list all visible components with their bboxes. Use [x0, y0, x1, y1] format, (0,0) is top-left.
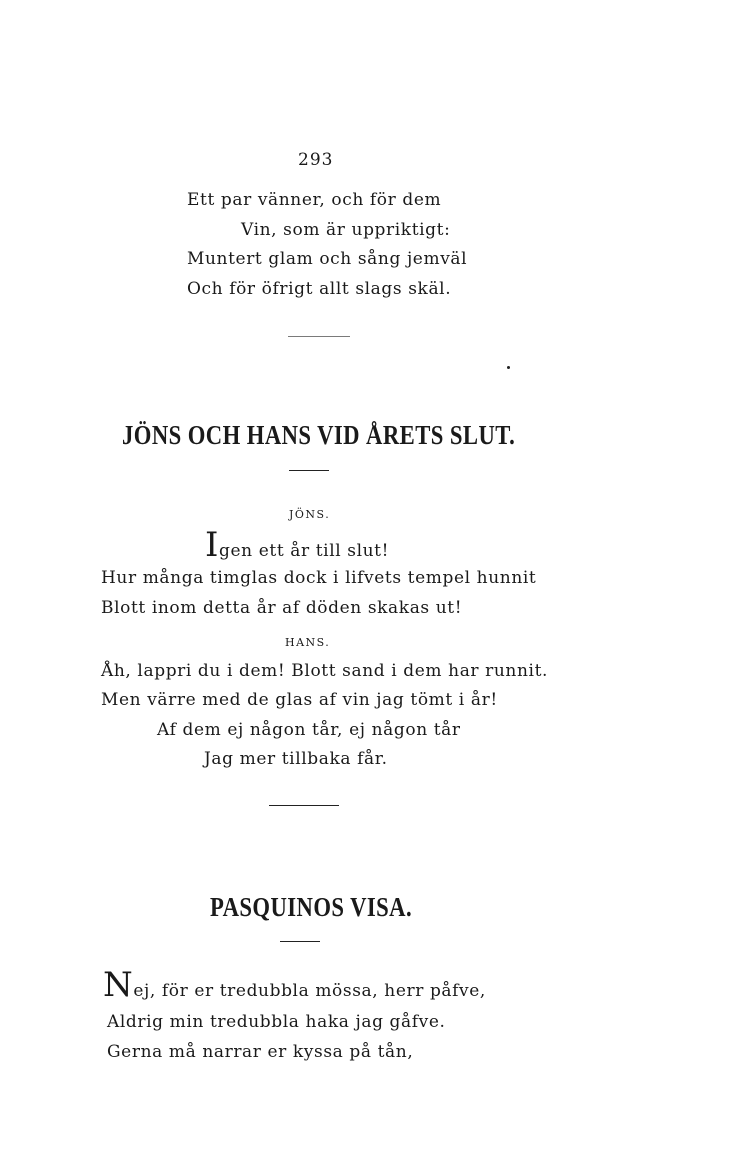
section-divider	[269, 805, 339, 806]
verse-line: Hur många timglas dock i lifvets tempel hunnit	[101, 568, 537, 588]
verse-line: Ett par vänner, och för dem	[187, 190, 442, 210]
verse-first-line	[205, 525, 390, 565]
verse-line: Jag mer tillbaka får.	[204, 749, 388, 769]
drop-cap: I	[205, 525, 220, 565]
verse-line: Aldrig min tredubbla haka jag gåfve.	[107, 1012, 446, 1032]
title-rule	[280, 941, 320, 942]
section-title: JÖNS OCH HANS VID ÅRETS SLUT.	[122, 420, 516, 450]
drop-cap: N	[103, 965, 134, 1005]
page-number: 293	[298, 150, 334, 170]
speaker-name: JÖNS.	[289, 508, 331, 521]
verse-line: Gerna må narrar er kyssa på tån,	[107, 1042, 414, 1062]
verse-line: Och för öfrigt allt slags skäl.	[187, 279, 452, 299]
verse-line: Blott inom detta år af döden skakas ut!	[101, 598, 463, 618]
section-divider	[288, 336, 350, 337]
verse-line: Muntert glam och sång jemväl	[187, 249, 468, 269]
verse-line: Vin, som är uppriktigt:	[241, 220, 451, 240]
verse-line: Åh, lappri du i dem! Blott sand i dem har runnit.	[101, 661, 549, 681]
ink-speck	[507, 366, 510, 369]
verse-line: Af dem ej någon tår, ej någon tår	[157, 720, 461, 740]
verse-first-line	[103, 965, 486, 1005]
verse-text: gen ett år till slut!	[219, 541, 390, 561]
verse-line: Men värre med de glas af vin jag tömt i år!	[101, 690, 498, 710]
title-rule	[289, 470, 329, 471]
speaker-name: HANS.	[285, 636, 331, 649]
section-title: PASQUINOS VISA.	[210, 892, 413, 922]
verse-text: ej, för er tredubbla mössa, herr påfve,	[133, 981, 486, 1001]
